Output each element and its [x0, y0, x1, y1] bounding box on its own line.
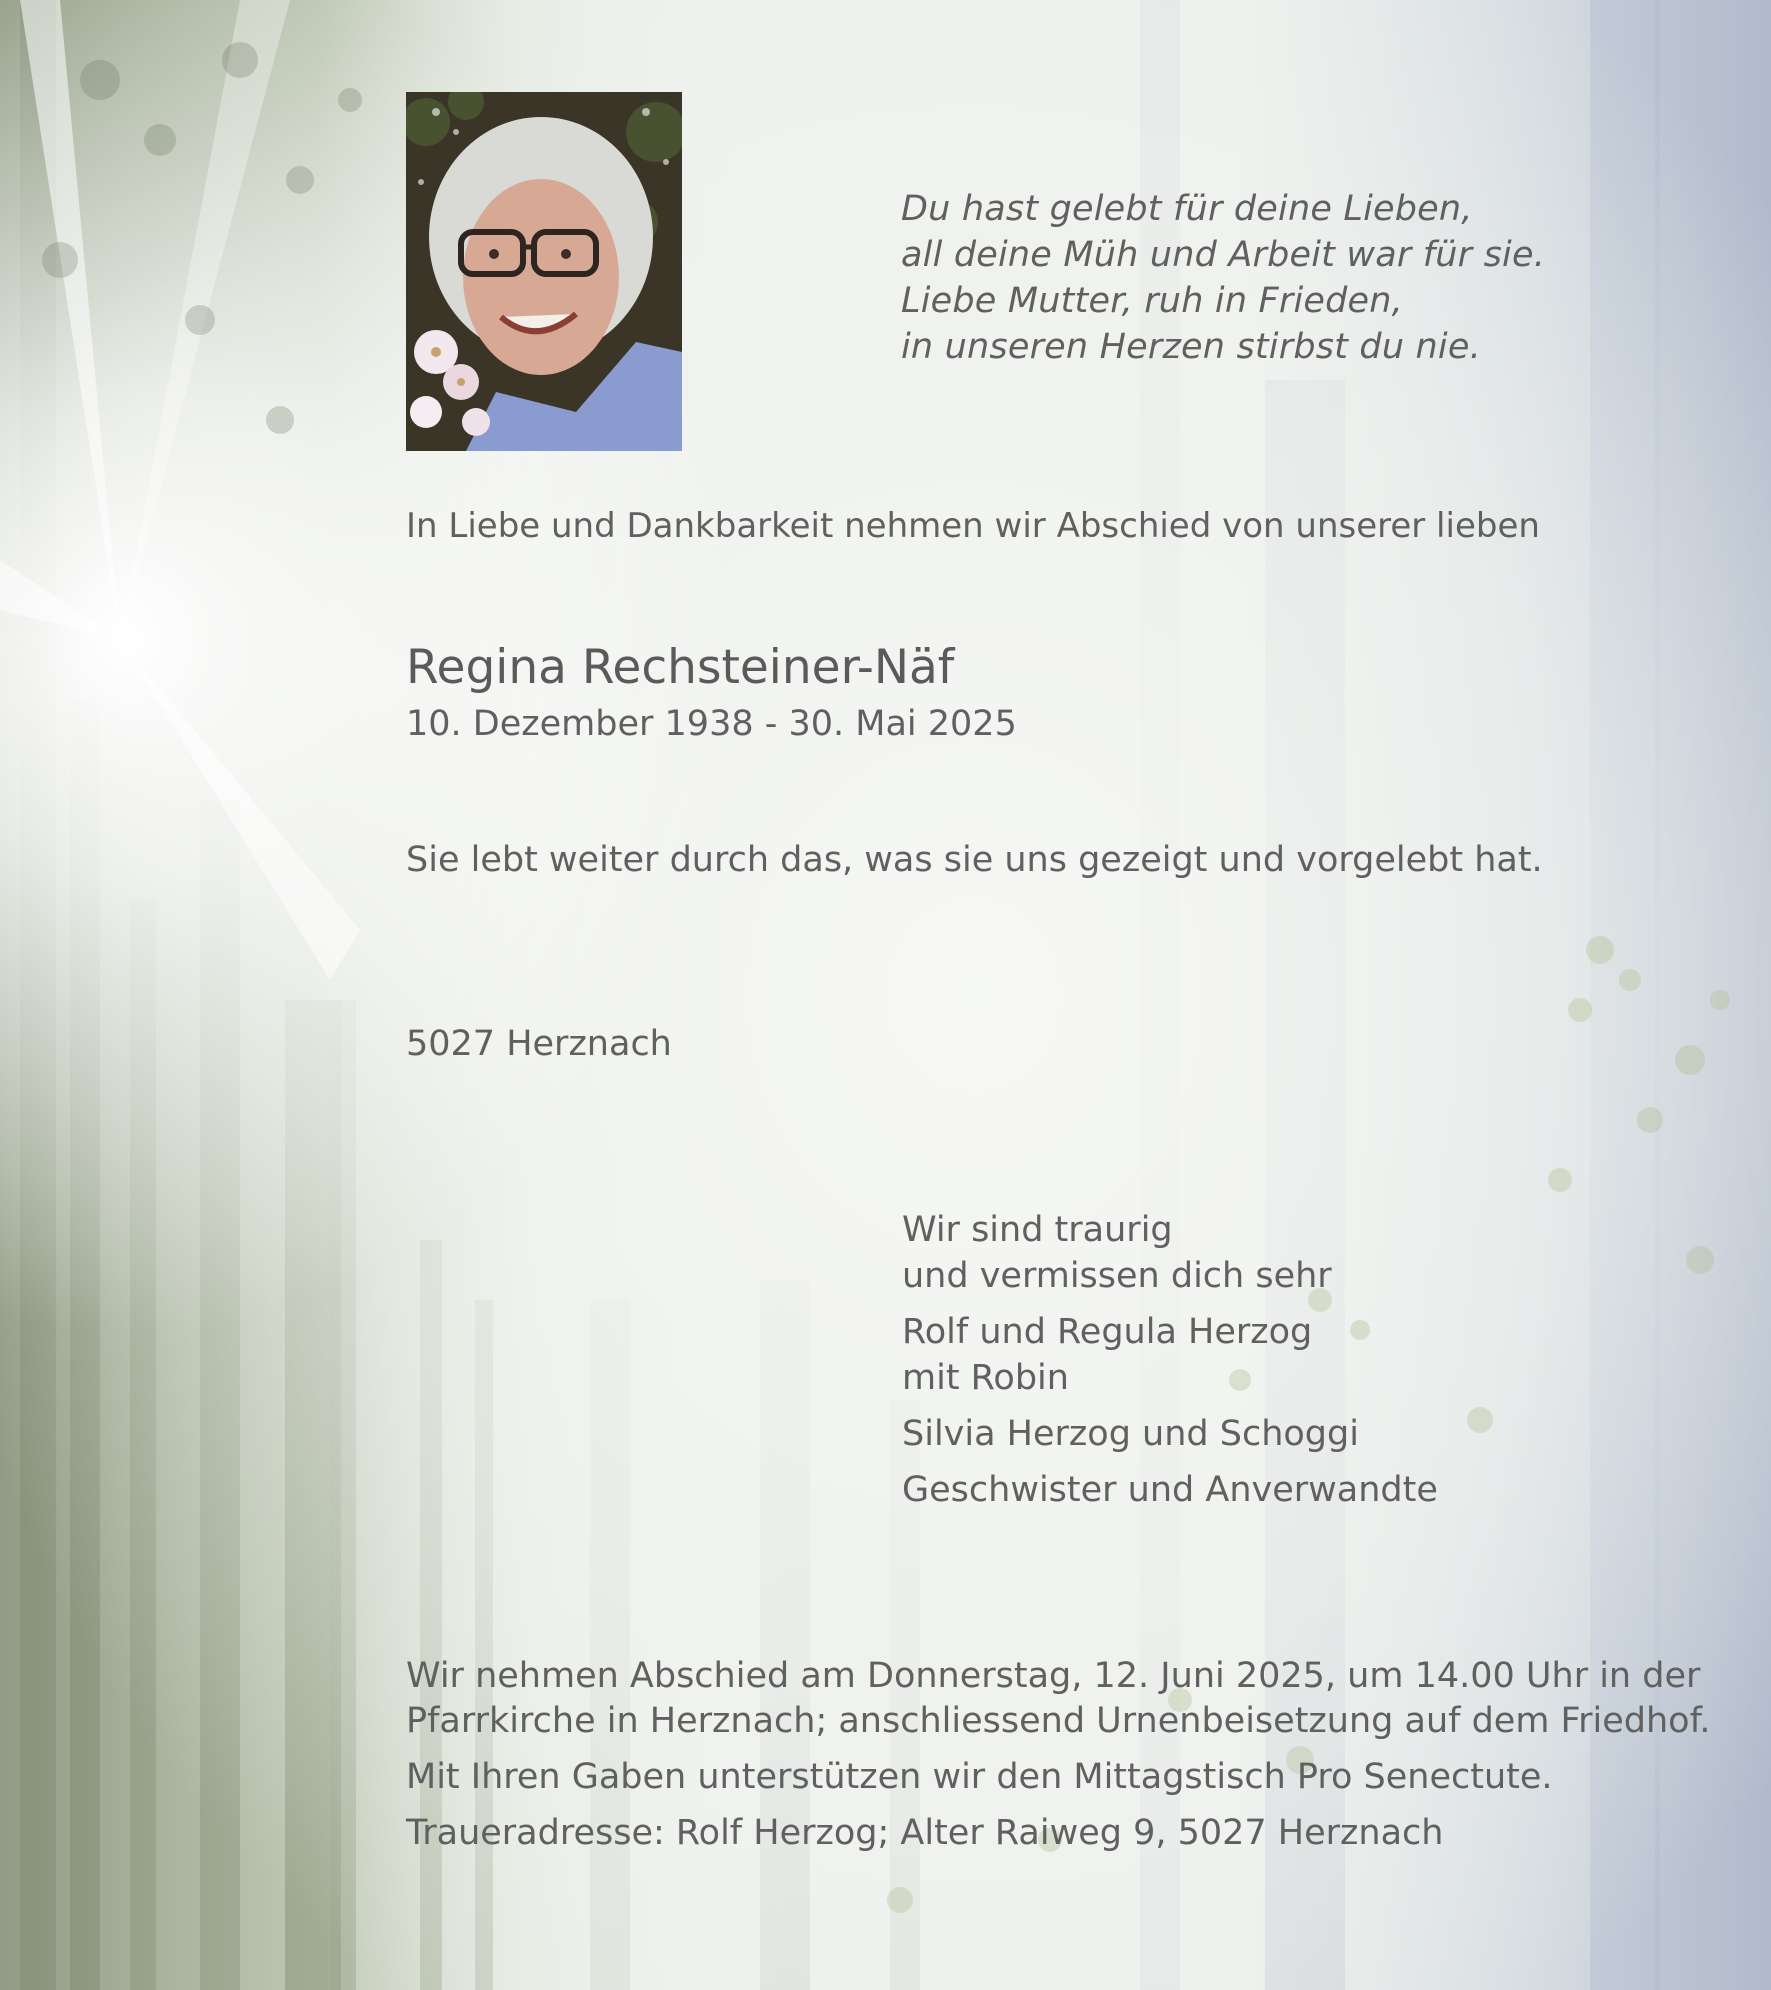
mourners-list — [902, 1207, 1438, 1523]
funeral-details — [406, 1654, 1746, 1867]
poem-line: Du hast gelebt für deine Lieben, — [901, 189, 1473, 229]
mourners-sentiment — [902, 1207, 1438, 1299]
mourners-line: Geschwister und Anverwandte — [902, 1470, 1438, 1510]
poem-line: all deine Müh und Arbeit war für sie. — [901, 235, 1546, 275]
memorial-motto: Sie lebt weiter durch das, was sie uns gezeigt und vorgelebt hat. — [406, 840, 1543, 880]
poem-line: in unseren Herzen stirbst du nie. — [901, 327, 1481, 367]
mourners-family — [902, 1309, 1438, 1401]
memorial-poem — [901, 186, 1661, 370]
portrait-photo-icon — [406, 92, 682, 451]
condolence-address: Traueradresse: Rolf Herzog; Alter Raiweg 9, 5027 Herznach — [406, 1813, 1444, 1853]
deceased-name: Regina Rechsteiner-Näf — [406, 640, 955, 695]
portrait-photo — [406, 92, 682, 451]
mourners-line: Rolf und Regula Herzog — [902, 1312, 1313, 1352]
place-of-residence: 5027 Herznach — [406, 1024, 672, 1064]
life-dates: 10. Dezember 1938 - 30. Mai 2025 — [406, 704, 1017, 744]
mourners-family — [902, 1467, 1438, 1513]
mourners-line: Wir sind traurig — [902, 1210, 1173, 1250]
donation-info: Mit Ihren Gaben unterstützen wir den Mittagstisch Pro Senectute. — [406, 1757, 1553, 1797]
funeral-service-info: Wir nehmen Abschied am Donnerstag, 12. Juni 2025, um 14.00 Uhr in der Pfarrkirche in Herznach; anschliessend Urnenbeisetzung auf dem Friedhof. — [406, 1656, 1711, 1741]
mourners-line: mit Robin — [902, 1358, 1069, 1398]
farewell-intro: In Liebe und Dankbarkeit nehmen wir Abschied von unserer lieben — [406, 506, 1540, 546]
mourners-line: Silvia Herzog und Schoggi — [902, 1414, 1359, 1454]
poem-line: Liebe Mutter, ruh in Frieden, — [901, 281, 1403, 321]
mourners-line: und vermissen dich sehr — [902, 1256, 1332, 1296]
mourners-family — [902, 1411, 1438, 1457]
